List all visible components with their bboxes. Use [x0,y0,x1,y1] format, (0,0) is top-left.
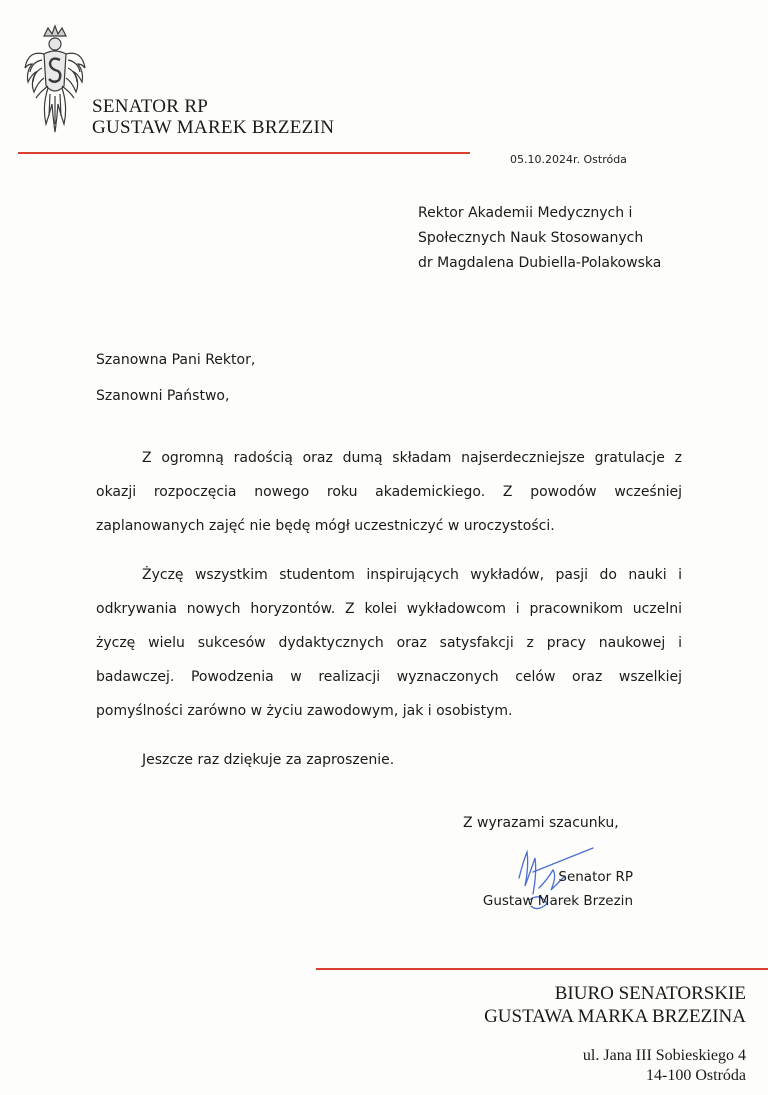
sender-title [92,96,334,138]
recipient-line-1: Rektor Akademii Medycznych i [418,205,633,221]
body-paragraph-3: Jeszcze raz dziękuje za zaproszenie. [142,752,395,768]
signature-block [467,865,633,913]
body-paragraph-1: Z ogromną radością oraz dumą składam najserdeczniejsze gratulacje z okazji rozpoczęcia nowego roku akademickiego. Z powodów wcześniej zaplanowanych zajęć nie będę mógł uczestniczyć w uroczystości. [96,450,682,534]
signatory-name: Gustaw Marek Brzezin [482,893,633,909]
office-line-2: GUSTAWA MARKA BRZEZINA [484,1006,746,1027]
salutation-line-1: Szanowna Pani Rektor, [96,352,256,368]
closing-phrase: Z wyrazami szacunku, [463,815,619,831]
header-divider [18,152,470,154]
recipient-line-3: dr Magdalena Dubiella-Polakowska [418,255,662,271]
salutation [96,342,255,414]
salutation-line-2: Szanowni Państwo, [96,388,230,404]
body-paragraph-2: Życzę wszystkim studentom inspirujących wykładów, pasji do nauki i odkrywania nowych horyzontów. Z kolei wykładowcom i pracownikom uczelni życzę wielu sukcesów dydaktycznych oraz satysfakcji z pracy naukowej i badawczej. Powodzenia w realizacji wyznaczonych celów oraz wszelkiej pomyślności zarówno w życiu zawodowym, jak i osobistym. [96,567,682,719]
footer-divider [316,968,768,970]
eagle-crest-icon [22,24,88,136]
recipient-block [418,201,661,276]
sender-line-1: SENATOR RP [92,96,209,117]
office-line-1: BIURO SENATORSKIE [554,983,746,1004]
office-address [583,1046,746,1086]
sender-line-2: GUSTAW MAREK BRZEZIN [92,117,335,138]
recipient-line-2: Społecznych Nauk Stosowanych [418,230,644,246]
signatory-title: Senator RP [558,869,633,885]
address-line-1: ul. Jana III Sobieskiego 4 [582,1047,746,1064]
letter-date: 05.10.2024r. Ostróda [510,153,627,166]
letter-body [96,441,682,792]
address-line-2: 14-100 Ostróda [646,1067,746,1084]
office-title [484,982,746,1028]
